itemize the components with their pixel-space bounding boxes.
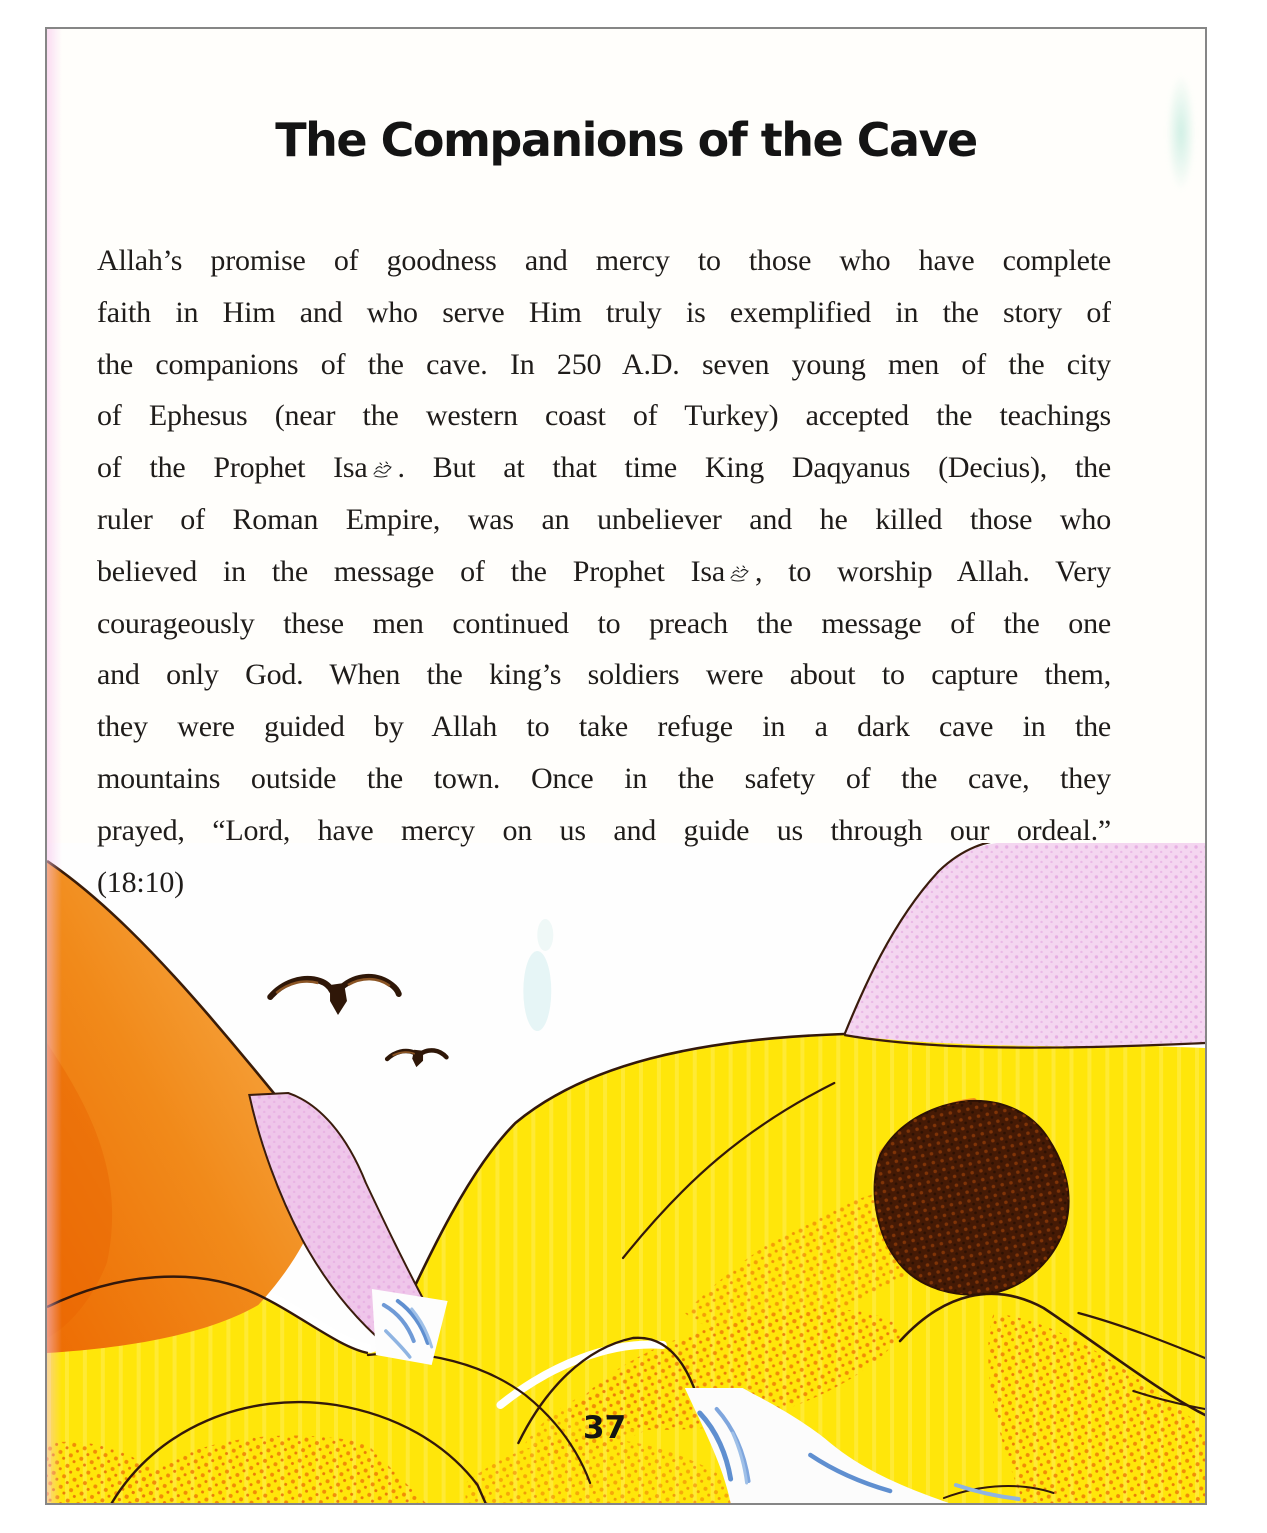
text-line: of Ephesus (near the western coast of Turkey) accepted the teachings [97, 399, 1111, 433]
text-line: (18:10) [97, 865, 184, 899]
text-line: prayed, “Lord, have mercy on us and guide us through our ordeal.” [97, 813, 1111, 847]
text-line: mountains outside the town. Once in the safety of the cave, they [97, 761, 1111, 795]
text-line: the companions of the cave. In 250 A.D. seven young men of the city [97, 347, 1111, 381]
page-title: The Companions of the Cave [275, 113, 977, 167]
text-line: of the Prophet Isa . But at that time King Daqyanus (Decius), the [97, 451, 1111, 485]
text-line: and only God. When the king’s soldiers were about to capture them, [97, 658, 1111, 692]
text-line: Allah’s promise of goodness and mercy to those who have complete [97, 244, 1111, 277]
isa-honorific-icon [728, 564, 752, 583]
mountain-illustration-svg [47, 843, 1205, 1503]
book-page [45, 27, 1207, 1505]
cave-opening [875, 1101, 1069, 1295]
sky-smudge [537, 919, 553, 951]
text-line: they were guided by Allah to take refuge in a dark cave in the [97, 710, 1111, 744]
text-line: faith in Him and who serve Him truly is exemplified in the story of [97, 295, 1111, 329]
body-paragraph [97, 235, 1111, 908]
text-line: courageously these men continued to preach the message of the one [97, 606, 1111, 640]
isa-honorific-icon [371, 460, 395, 479]
page-number: 37 [583, 1410, 627, 1446]
text-line: ruler of Roman Empire, was an unbeliever and he killed those who [97, 502, 1111, 536]
text-line: believed in the message of the Prophet Isa , to worship Allah. Very [97, 554, 1111, 588]
mountain-illustration [47, 843, 1205, 1503]
sky-smudge [523, 951, 551, 1031]
